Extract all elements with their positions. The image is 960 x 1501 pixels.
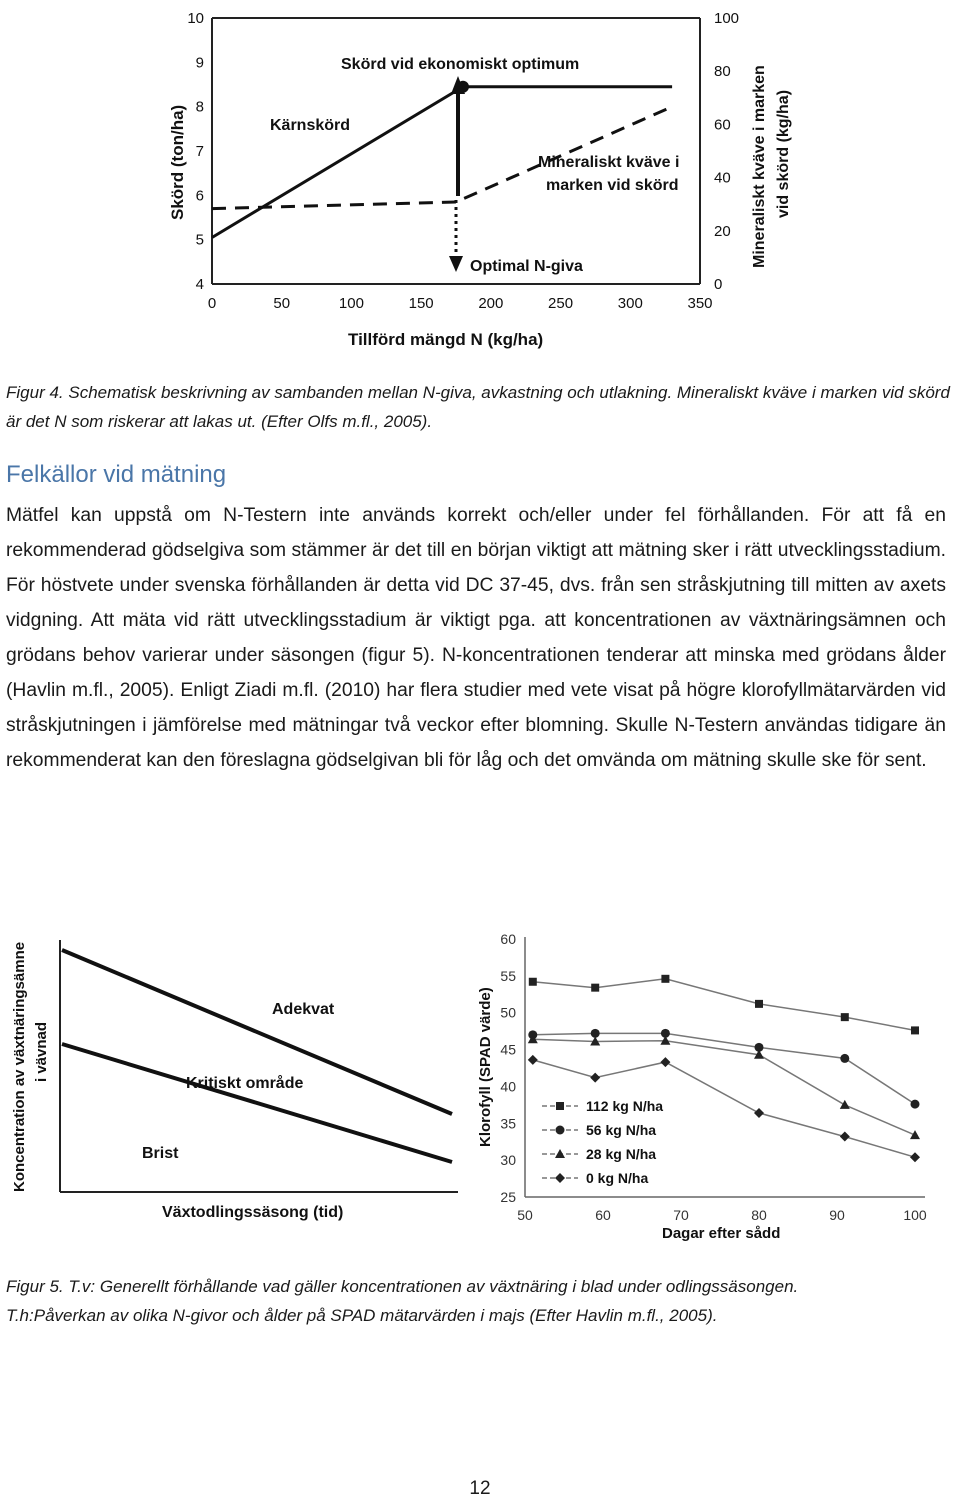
fig4-x-tick-label: 0	[207, 295, 217, 312]
fig5r-x-tick-label: 60	[595, 1207, 611, 1223]
figure-5-left-chart	[0, 930, 480, 1230]
figure-4-chart	[0, 0, 960, 360]
fig4-label-optimum: Skörd vid ekonomiskt optimum	[341, 56, 580, 73]
fig4-y-tick-label: 6	[195, 187, 204, 205]
fig4-y-right-tick-label: 20	[714, 222, 731, 240]
fig4-y-right-tick-label: 0	[714, 276, 723, 293]
fig5r-data-point	[591, 984, 599, 992]
fig5r-data-point	[841, 1013, 849, 1021]
figure-4-caption: Figur 4. Schematisk beskrivning av sambanden mellan N-giva, avkastning och utlakning. Mineraliskt kväve i marken vid skörd är det N som riskerar att lakas ut. (Efter Olfs m.fl., 2005).	[6, 383, 950, 431]
fig5r-data-point	[590, 1073, 600, 1083]
fig4-x-tick-label: 100	[338, 295, 364, 312]
section-heading: Felkällor vid mätning	[6, 461, 227, 488]
fig5r-data-point	[661, 975, 669, 983]
fig4-ylabel-right-1: Mineraliskt kväve i marken	[751, 65, 768, 268]
fig4-label-mineral-2: marken vid skörd	[546, 177, 679, 194]
fig4-ylabel: Skörd (ton/ha)	[168, 104, 187, 220]
fig5r-legend-label: 56 kg N/ha	[586, 1122, 657, 1138]
page-number: 12	[469, 1478, 491, 1499]
fig5l-label-kritiskt: Kritiskt område	[186, 1075, 304, 1092]
fig5r-data-point	[840, 1100, 850, 1109]
fig5r-ylabel: Klorofyll (SPAD värde)	[477, 987, 494, 1147]
fig5r-y-tick-label: 60	[500, 931, 516, 947]
fig4-x-tick-label: 150	[408, 295, 434, 312]
fig4-xlabel: Tillförd mängd N (kg/ha)	[348, 330, 544, 349]
fig5r-y-tick-label: 40	[500, 1078, 516, 1095]
fig5l-xlabel: Växtodlingssäsong (tid)	[162, 1204, 344, 1221]
fig5r-data-point	[910, 1152, 920, 1162]
fig4-y-tick-label: 9	[195, 54, 204, 72]
fig5r-y-tick-label: 35	[500, 1115, 516, 1132]
fig4-ylabel-right-2: vid skörd (kg/ha)	[775, 89, 792, 218]
fig4-y-right-tick-label: 40	[714, 169, 731, 187]
fig5r-x-tick-label: 100	[903, 1207, 927, 1223]
fig5r-data-point	[528, 1055, 538, 1065]
fig4-x-tick-label: 50	[273, 295, 291, 312]
fig5r-legend-marker	[556, 1126, 565, 1135]
fig4-y-tick-label: 7	[195, 143, 204, 160]
figure-5-left	[0, 930, 480, 1230]
fig4-down-arrow-head	[449, 256, 463, 272]
fig5r-legend-marker	[555, 1149, 565, 1158]
fig5r-data-point	[911, 1100, 920, 1109]
figure-5-caption-2: T.h:Påverkan av olika N-givor och ålder på SPAD mätarvärden i majs (Efter Havlin m.fl., 2005).	[6, 1306, 718, 1325]
fig4-y-tick-label: 4	[195, 276, 204, 293]
fig5r-x-tick-label: 90	[829, 1207, 845, 1223]
fig4-x-tick-label: 200	[478, 295, 504, 312]
fig4-x-tick-label: 300	[617, 295, 643, 312]
fig4-y-tick-label: 8	[195, 98, 204, 116]
fig4-x-tick-label: 250	[548, 295, 574, 312]
fig5r-legend-marker	[555, 1173, 565, 1183]
fig5r-y-tick-label: 25	[500, 1189, 516, 1205]
fig5r-legend-label: 28 kg N/ha	[586, 1146, 657, 1162]
section-body: Mätfel kan uppstå om N-Testern inte används korrekt och/eller under fel förhållanden. För att få en rekommenderad gödselgiva som stämmer är det till en början viktigt att mätning sker i rätt utvecklingsstadium. För höstvete under svenska förhållanden är detta vid DC 37-45, dvs. från sen stråskjutning till mitten av axets vidgning. Att mäta vid rätt utvecklingsstadium är viktigt pga. att koncentrationen av växtnäringsämnen och grödans behov varierar under säsongen (figur 5). N-koncentrationen tenderar att minska med grödans ålder (Havlin m.fl., 2005). Enligt Ziadi m.fl. (2010) har flera studier med vete visat på högre klorofyllmätarvärden vid stråskjutningen i jämförelse med mätningar två veckor efter blomning. Skulle N-Testern användas tidigare än rekommenderat kan den föreslagna gödselgivan bli för låg och det omvända om mätning skulle ske för sent.	[6, 505, 946, 771]
fig4-y-tick-label: 10	[187, 10, 204, 27]
fig4-y-right-tick-label: 80	[714, 63, 731, 81]
fig5r-data-point	[755, 1000, 763, 1008]
fig5r-data-point	[911, 1026, 919, 1034]
fig5l-ylabel-2: i vävnad	[33, 1021, 50, 1082]
fig5r-data-point	[660, 1057, 670, 1067]
fig5r-data-point	[840, 1132, 850, 1142]
figure-5-right	[470, 925, 960, 1245]
fig4-label-karnskord: Kärnskörd	[270, 117, 351, 134]
figure-5-caption-1: Figur 5. T.v: Generellt förhållande vad gäller koncentrationen av växtnäring i blad under odlingssäsongen.	[6, 1277, 799, 1296]
figure-4	[0, 0, 960, 360]
fig5r-x-tick-label: 80	[751, 1207, 767, 1223]
fig5r-y-tick-label: 45	[500, 1041, 516, 1058]
fig5r-x-tick-label: 50	[517, 1207, 533, 1223]
figure-5-right-chart	[470, 925, 960, 1245]
fig4-y-right-tick-label: 60	[714, 116, 731, 134]
fig5r-y-tick-label: 55	[500, 967, 516, 984]
fig5r-legend-label: 112 kg N/ha	[586, 1098, 664, 1114]
fig5l-label-brist: Brist	[142, 1145, 179, 1162]
fig5r-data-point	[840, 1054, 849, 1063]
fig4-label-mineral-1: Mineraliskt kväve i	[538, 154, 680, 171]
fig5r-legend-marker	[556, 1102, 564, 1110]
fig5r-x-tick-label: 70	[673, 1207, 689, 1223]
fig5r-series-line	[533, 1039, 915, 1135]
fig5r-series-line	[533, 979, 915, 1031]
fig4-y-right-tick-label: 100	[714, 10, 740, 27]
fig5r-data-point	[910, 1130, 920, 1139]
fig5r-y-tick-label: 50	[500, 1004, 516, 1021]
fig4-label-optimal-n: Optimal N-giva	[470, 258, 583, 275]
fig5l-label-adekvat: Adekvat	[272, 1001, 335, 1018]
fig5r-xlabel: Dagar efter sådd	[662, 1225, 781, 1242]
fig5r-data-point	[529, 978, 537, 986]
fig5r-y-tick-label: 30	[500, 1152, 516, 1169]
fig4-x-tick-label: 350	[687, 295, 713, 312]
fig4-y-tick-label: 5	[195, 231, 204, 249]
fig5l-ylabel-1: Koncentration av växtnäringsämne	[11, 941, 28, 1192]
fig5r-data-point	[754, 1108, 764, 1118]
fig5r-legend-label: 0 kg N/ha	[586, 1170, 649, 1186]
fig5l-line-kritiskt	[62, 1044, 452, 1162]
